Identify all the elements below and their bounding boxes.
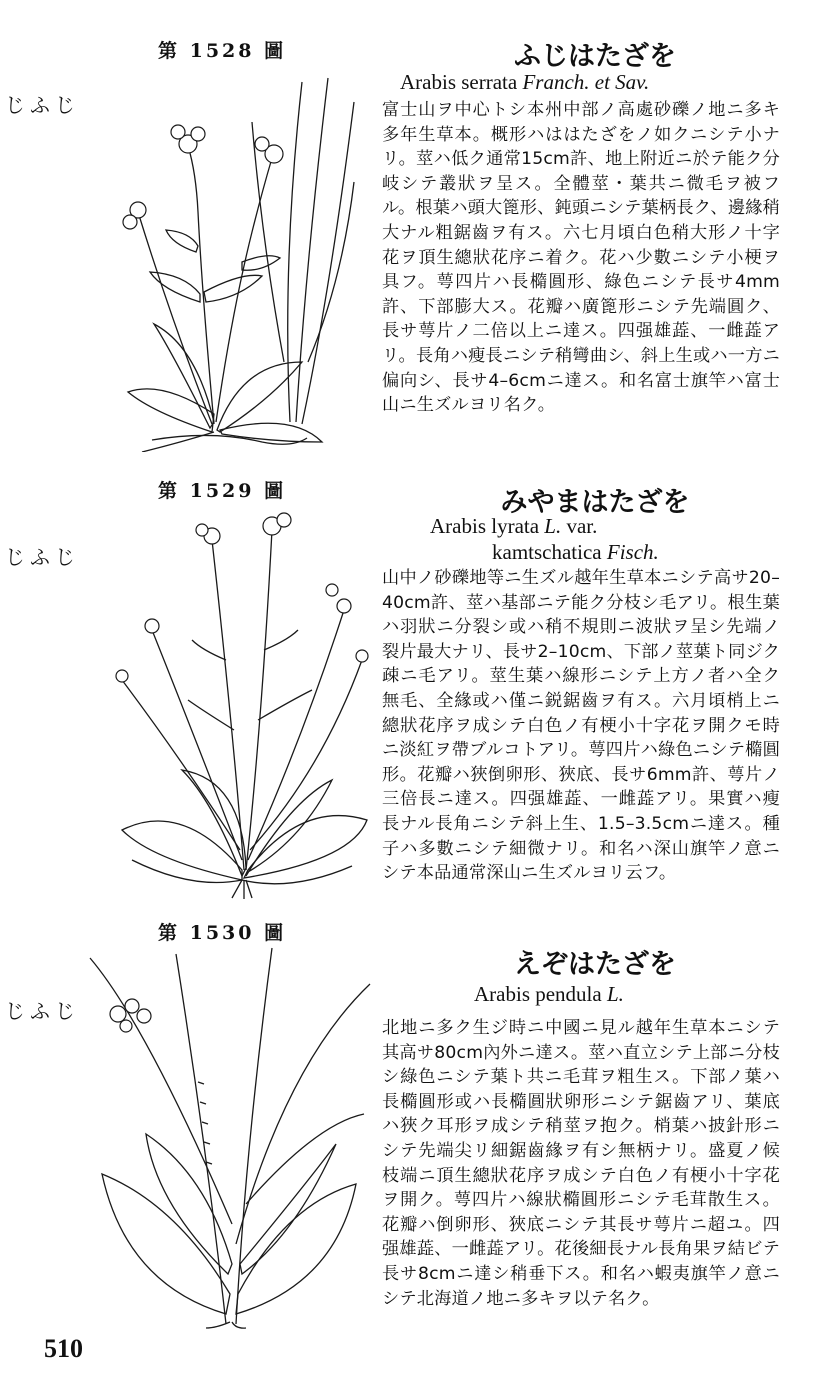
plant-drawing bbox=[92, 62, 362, 452]
plant-illustration bbox=[86, 944, 372, 1330]
figure-number: 第 1530 圖 bbox=[158, 922, 287, 944]
scientific-name bbox=[474, 982, 624, 1007]
plant-illustration bbox=[92, 62, 362, 452]
family-label: じふじ bbox=[2, 1000, 76, 1021]
variety-author: Fisch. bbox=[606, 540, 659, 564]
genus-species: Arabis serrata bbox=[400, 70, 518, 94]
author-citation: L. bbox=[606, 982, 624, 1006]
author-citation: Franch. et Sav. bbox=[522, 70, 650, 94]
scientific-name bbox=[400, 70, 649, 95]
author-citation: L. bbox=[544, 514, 562, 538]
genus-species: Arabis pendula bbox=[474, 982, 602, 1006]
plant-drawing bbox=[92, 500, 382, 900]
scientific-name-line2 bbox=[492, 540, 659, 565]
description-text: 富士山ヲ中心トシ本州中部ノ高處砂礫ノ地ニ多キ多年生草本。概形ハははたざをノ如クニシテ小ナリ。莖ハ低ク通常15cm許、地上附近ニ於テ能ク分岐シテ叢狀ヲ呈ス。全體莖・葉共ニ微毛ヲ被フル。根葉ハ頭大篦形、鈍頭ニシテ葉柄長ク、邊緣稍大ナル粗鋸齒ヲ有ス。六七月頃白色稍大形ノ十字花ヲ頂生總狀花序ニ着ク。花ハ少數ニシテ小梗ヲ具フ。萼四片ハ長橢圓形、綠色ニシテ長サ4mm許、下部膨大ス。花瓣ハ廣篦形ニシテ先端圓ク、長サ萼片ノ二倍以上ニ達ス。四强雄蕋、一雌蕋アリ。長角ハ瘦長ニシテ稍彎曲シ、斜上生或ハ一方ニ偏向シ、長サ4–6cmニ達ス。和名富士旗竿ハ富士山ニ生ズルヨリ名ク。 bbox=[382, 100, 780, 416]
entry-title: ふじはたざを bbox=[514, 41, 676, 72]
figure-number: 第 1529 圖 bbox=[158, 480, 287, 502]
figure-number: 第 1528 圖 bbox=[158, 40, 287, 62]
description-text: 山中ノ砂礫地等ニ生ズル越年生草本ニシテ高サ20–40cm許、莖ハ基部ニテ能ク分枝シ毛アリ。根生葉ハ羽狀ニ分裂シ或ハ稍不規則ニ波狀ヲ呈シ先端ノ裂片最大ナリ、長サ2–10cm、下部ノ莖葉ト同ジク疎ニ毛アリ。莖生葉ハ線形ニシテ上方ノ者ハ全ク無毛、全緣或ハ僅ニ鋭鋸齒ヲ有ス。六月頃梢上ニ總狀花序ヲ成シテ白色ノ有梗小十字花ヲ開クモ時ニ淡紅ヲ帶ブルコトアリ。萼四片ハ綠色ニシテ橢圓形。花瓣ハ狹倒卵形、狹底、長サ6mm許、萼片ノ三倍長ニ達ス。四强雄蕋、一雌蕋アリ。果實ハ瘦長ナル長角ニシテ斜上生、1.5–3.5cmニ達ス。種子ハ多數ニシテ細微ナリ。和名ハ深山旗竿ノ意ニシテ本品通常深山ニ生ズルヨリ云フ。 bbox=[382, 568, 780, 884]
family-label: じふじ bbox=[2, 94, 76, 115]
scientific-name bbox=[430, 514, 597, 539]
plant-illustration bbox=[92, 500, 382, 900]
description-text: 北地ニ多ク生ジ時ニ中國ニ見ル越年生草本ニシテ其高サ80cm內外ニ達ス。莖ハ直立シテ上部ニ分枝シ綠色ニシテ葉ト共ニ毛茸ヲ粗生ス。下部ノ葉ハ長橢圓形或ハ長橢圓狀卵形ニシテ鋸齒アリ、葉底ハ狹ク耳形ヲ成シテ稍莖ヲ抱ク。梢葉ハ披針形ニシテ先端尖リ細鋸齒緣ヲ有シ無柄ナリ。盛夏ノ候枝端ニ頂生總狀花序ヲ成シテ白色ノ有梗小十字花ヲ開ク。萼四片ハ線狀橢圓形ニシテ毛茸散生ス。花瓣ハ倒卵形、狹底ニシテ其長サ萼片ニ超ユ。四强雄蕋、一雌蕋アリ。花後細長ナル長角果ヲ結ビテ長サ8cmニ達シ稍垂下ス。和名ハ蝦夷旗竿ノ意ニシテ北海道ノ地ニ多キヲ以テ名ク。 bbox=[382, 1018, 780, 1309]
plant-drawing bbox=[86, 944, 372, 1330]
family-label: じふじ bbox=[2, 546, 76, 567]
entry-title: えぞはたざを bbox=[514, 949, 676, 980]
entry-title: みやまはたざを bbox=[500, 487, 690, 518]
variety-name: kamtschatica bbox=[492, 540, 602, 564]
variety-marker: var. bbox=[566, 514, 598, 538]
genus-species: Arabis lyrata bbox=[430, 514, 540, 538]
page-number: 510 bbox=[44, 1334, 83, 1363]
